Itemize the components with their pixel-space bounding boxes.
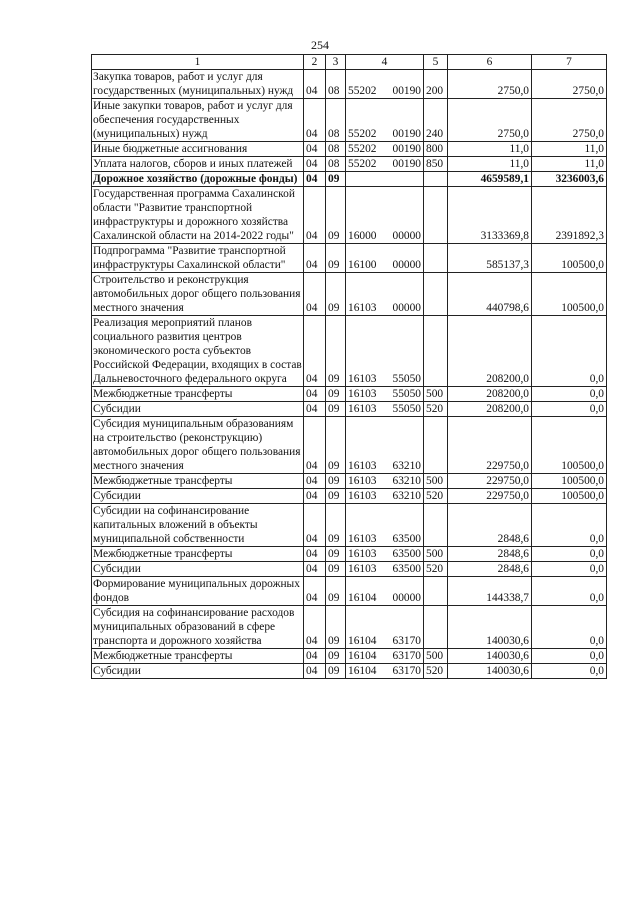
- row-section-code: 04: [304, 187, 326, 244]
- row-subsection-code: 09: [326, 504, 346, 547]
- row-value-col6: 140030,6: [448, 606, 532, 649]
- row-target-article-direction: 00190: [392, 128, 421, 140]
- row-value-col7: 0,0: [532, 664, 607, 679]
- row-value-col6: 2848,6: [448, 504, 532, 547]
- row-target-article-program: 16103: [348, 403, 377, 415]
- row-name: Межбюджетные трансферты: [92, 649, 304, 664]
- row-target-article: [346, 99, 424, 142]
- row-target-article: [346, 172, 424, 187]
- table-row: [92, 417, 607, 474]
- row-expense-type: 520: [424, 489, 448, 504]
- table-row: [92, 474, 607, 489]
- row-target-article-direction: 63500: [392, 548, 421, 560]
- table-row: [92, 172, 607, 187]
- row-value-col7: 100500,0: [532, 417, 607, 474]
- row-target-article-program: 16000: [348, 230, 377, 242]
- row-target-article: [346, 142, 424, 157]
- row-subsection-code: 09: [326, 606, 346, 649]
- row-target-article: [346, 417, 424, 474]
- row-value-col7: 3236003,6: [532, 172, 607, 187]
- row-target-article-program: 16103: [348, 475, 377, 487]
- row-expense-type: 240: [424, 99, 448, 142]
- table-row: [92, 577, 607, 606]
- row-subsection-code: 09: [326, 649, 346, 664]
- header-cell: 3: [326, 55, 346, 70]
- row-expense-type: 850: [424, 157, 448, 172]
- row-expense-type: 520: [424, 562, 448, 577]
- row-target-article-direction: 63210: [392, 475, 421, 487]
- row-expense-type: 200: [424, 70, 448, 99]
- row-value-col7: 0,0: [532, 316, 607, 387]
- row-expense-type: [424, 273, 448, 316]
- row-value-col6: 208200,0: [448, 402, 532, 417]
- row-subsection-code: 09: [326, 316, 346, 387]
- row-value-col7: 100500,0: [532, 489, 607, 504]
- row-target-article: [346, 649, 424, 664]
- row-subsection-code: 09: [326, 562, 346, 577]
- row-subsection-code: 08: [326, 70, 346, 99]
- row-subsection-code: 08: [326, 157, 346, 172]
- row-subsection-code: 09: [326, 489, 346, 504]
- row-target-article: [346, 273, 424, 316]
- row-name: Субсидия муниципальным образованиям на строительство (реконструкцию) автомобильных дорог общего пользования местного значения: [92, 417, 304, 474]
- row-value-col7: 0,0: [532, 387, 607, 402]
- row-expense-type: 500: [424, 474, 448, 489]
- table-row: [92, 273, 607, 316]
- row-target-article-program: 16103: [348, 373, 377, 385]
- row-section-code: 04: [304, 244, 326, 273]
- row-target-article: [346, 606, 424, 649]
- row-value-col7: 0,0: [532, 402, 607, 417]
- row-name: Субсидия на софинансирование расходов муниципальных образований в сфере транспорта и дорожного хозяйства: [92, 606, 304, 649]
- row-value-col6: 140030,6: [448, 649, 532, 664]
- row-target-article-direction: 55050: [392, 403, 421, 415]
- row-value-col6: 11,0: [448, 157, 532, 172]
- row-target-article: [346, 504, 424, 547]
- table-row: [92, 70, 607, 99]
- table-row: [92, 402, 607, 417]
- header-cell: 5: [424, 55, 448, 70]
- row-value-col6: 4659589,1: [448, 172, 532, 187]
- row-target-article-direction: 00000: [392, 592, 421, 604]
- row-name: Дорожное хозяйство (дорожные фонды): [92, 172, 304, 187]
- row-section-code: 04: [304, 142, 326, 157]
- row-name: Иные закупки товаров, работ и услуг для обеспечения государственных (муниципальных) нужд: [92, 99, 304, 142]
- row-value-col6: 229750,0: [448, 489, 532, 504]
- row-value-col7: 2750,0: [532, 99, 607, 142]
- row-target-article-direction: 63210: [392, 490, 421, 502]
- row-target-article-program: 16104: [348, 592, 377, 604]
- row-target-article-direction: 63500: [392, 563, 421, 575]
- row-value-col6: 11,0: [448, 142, 532, 157]
- table-row: [92, 387, 607, 402]
- row-target-article-program: 55202: [348, 158, 377, 170]
- row-target-article-program: 55202: [348, 128, 377, 140]
- row-value-col7: 11,0: [532, 157, 607, 172]
- header-cell: 2: [304, 55, 326, 70]
- row-target-article: [346, 474, 424, 489]
- row-name: Реализация мероприятий планов социального развития центров экономического роста субъектов Российской Федерации, входящих в состав Дальневосточного федерального округа: [93, 317, 302, 385]
- row-expense-type: 500: [424, 547, 448, 562]
- row-target-article-direction: 63170: [392, 665, 421, 677]
- row-section-code: 04: [304, 577, 326, 606]
- table-row: [92, 244, 607, 273]
- row-value-col7: 0,0: [532, 547, 607, 562]
- row-section-code: 04: [304, 316, 326, 387]
- row-target-article: [346, 664, 424, 679]
- table-row: [92, 547, 607, 562]
- row-target-article-program: 16103: [348, 302, 377, 314]
- row-subsection-code: 09: [326, 172, 346, 187]
- table-row: [92, 649, 607, 664]
- row-name: Субсидии: [92, 664, 304, 679]
- row-value-col7: 100500,0: [532, 273, 607, 316]
- table-row: [92, 606, 607, 649]
- row-value-col6: 229750,0: [448, 417, 532, 474]
- row-target-article: [346, 187, 424, 244]
- row-name: Субсидии: [92, 402, 304, 417]
- row-value-col6: 208200,0: [448, 316, 532, 387]
- row-target-article-direction: 00190: [392, 143, 421, 155]
- row-value-col7: 11,0: [532, 142, 607, 157]
- row-subsection-code: 08: [326, 99, 346, 142]
- row-target-article-direction: 00000: [392, 302, 421, 314]
- row-section-code: 04: [304, 387, 326, 402]
- row-section-code: 04: [304, 489, 326, 504]
- row-name: Субсидии: [92, 489, 304, 504]
- row-expense-type: 500: [424, 387, 448, 402]
- row-section-code: 04: [304, 606, 326, 649]
- table-row: [92, 187, 607, 244]
- row-section-code: 04: [304, 172, 326, 187]
- row-subsection-code: 09: [326, 402, 346, 417]
- row-value-col6: 585137,3: [448, 244, 532, 273]
- table-row: [92, 504, 607, 547]
- row-target-article-program: 16103: [348, 460, 377, 472]
- row-name: Межбюджетные трансферты: [92, 474, 304, 489]
- row-section-code: 04: [304, 99, 326, 142]
- row-subsection-code: 09: [326, 387, 346, 402]
- row-target-article-program: 55202: [348, 143, 377, 155]
- row-expense-type: [424, 606, 448, 649]
- row-name: Межбюджетные трансферты: [92, 387, 304, 402]
- table-row: [92, 664, 607, 679]
- row-target-article-direction: 00000: [392, 230, 421, 242]
- row-target-article-direction: 63170: [392, 650, 421, 662]
- row-subsection-code: 09: [326, 664, 346, 679]
- row-section-code: 04: [304, 402, 326, 417]
- row-target-article-program: 16100: [348, 259, 377, 271]
- row-expense-type: [424, 316, 448, 387]
- header-cell: 6: [448, 55, 532, 70]
- row-value-col7: 0,0: [532, 562, 607, 577]
- row-target-article: [346, 316, 424, 387]
- row-target-article: [346, 157, 424, 172]
- header-cell: 4: [346, 55, 424, 70]
- row-value-col7: 2750,0: [532, 70, 607, 99]
- row-section-code: 04: [304, 649, 326, 664]
- row-section-code: 04: [304, 273, 326, 316]
- row-name: Закупка товаров, работ и услуг для государственных (муниципальных) нужд: [92, 70, 304, 99]
- row-value-col7: 0,0: [532, 649, 607, 664]
- row-section-code: 04: [304, 70, 326, 99]
- row-expense-type: [424, 187, 448, 244]
- row-target-article-program: 55202: [348, 85, 377, 97]
- row-name: Формирование муниципальных дорожных фондов: [92, 577, 304, 606]
- row-subsection-code: 09: [326, 577, 346, 606]
- row-value-col6: 229750,0: [448, 474, 532, 489]
- row-target-article: [346, 489, 424, 504]
- row-target-article: [346, 562, 424, 577]
- page-number: 254: [311, 38, 329, 52]
- row-target-article: [346, 577, 424, 606]
- row-section-code: 04: [304, 504, 326, 547]
- row-value-col6: 2848,6: [448, 547, 532, 562]
- row-value-col6: 3133369,8: [448, 187, 532, 244]
- row-value-col7: 0,0: [532, 504, 607, 547]
- table-row: [92, 562, 607, 577]
- row-name: Субсидии на софинансирование капитальных вложений в объекты муниципальной собственности: [92, 504, 304, 547]
- row-subsection-code: 09: [326, 547, 346, 562]
- row-target-article: [346, 70, 424, 99]
- row-subsection-code: 09: [326, 417, 346, 474]
- row-section-code: 04: [304, 664, 326, 679]
- row-expense-type: [424, 417, 448, 474]
- row-subsection-code: 09: [326, 273, 346, 316]
- row-name: Строительство и реконструкция автомобильных дорог общего пользования местного значения: [92, 273, 304, 316]
- row-target-article-direction: 00000: [392, 259, 421, 271]
- row-target-article-program: 16103: [348, 563, 377, 575]
- table-row: [92, 316, 607, 387]
- row-expense-type: [424, 172, 448, 187]
- table-header-row: [92, 55, 607, 70]
- row-subsection-code: 09: [326, 474, 346, 489]
- row-name: Государственная программа Сахалинской области "Развитие транспортной инфраструктуры и дорожного хозяйства Сахалинской области на 2014-2022 годы": [92, 187, 304, 244]
- header-cell: 7: [532, 55, 607, 70]
- row-expense-type: 520: [424, 402, 448, 417]
- row-name: Уплата налогов, сборов и иных платежей: [92, 157, 304, 172]
- row-name: Межбюджетные трансферты: [92, 547, 304, 562]
- row-expense-type: [424, 504, 448, 547]
- row-target-article-program: 16104: [348, 635, 377, 647]
- row-value-col7: 2391892,3: [532, 187, 607, 244]
- header-cell: 1: [92, 55, 304, 70]
- row-target-article-direction: 00190: [392, 85, 421, 97]
- row-expense-type: 520: [424, 664, 448, 679]
- row-value-col6: 440798,6: [448, 273, 532, 316]
- row-name: Подпрограмма "Развитие транспортной инфраструктуры Сахалинской области": [92, 244, 304, 273]
- row-value-col7: 100500,0: [532, 474, 607, 489]
- row-expense-type: 500: [424, 649, 448, 664]
- row-subsection-code: 09: [326, 187, 346, 244]
- table-row: [92, 489, 607, 504]
- table-row: [92, 157, 607, 172]
- row-target-article: [346, 402, 424, 417]
- row-section-code: 04: [304, 547, 326, 562]
- row-target-article: [346, 547, 424, 562]
- row-target-article-program: 16103: [348, 548, 377, 560]
- row-target-article-direction: 55050: [392, 388, 421, 400]
- row-expense-type: [424, 577, 448, 606]
- row-target-article: [346, 387, 424, 402]
- row-target-article-direction: 63210: [392, 460, 421, 472]
- row-value-col6: 140030,6: [448, 664, 532, 679]
- row-value-col6: 208200,0: [448, 387, 532, 402]
- row-target-article-program: 16103: [348, 388, 377, 400]
- row-subsection-code: 09: [326, 244, 346, 273]
- row-name: Субсидии: [92, 562, 304, 577]
- row-target-article-program: 16104: [348, 650, 377, 662]
- row-value-col6: 2750,0: [448, 99, 532, 142]
- row-section-code: 04: [304, 562, 326, 577]
- budget-table: [91, 54, 607, 679]
- row-value-col6: 2848,6: [448, 562, 532, 577]
- row-section-code: 04: [304, 474, 326, 489]
- table-row: [92, 99, 607, 142]
- row-target-article-program: 16103: [348, 533, 377, 545]
- table-row: [92, 142, 607, 157]
- row-target-article-direction: 00190: [392, 158, 421, 170]
- row-value-col7: 100500,0: [532, 244, 607, 273]
- row-target-article-direction: 55050: [392, 373, 421, 385]
- row-target-article-program: 16104: [348, 665, 377, 677]
- row-value-col7: 0,0: [532, 606, 607, 649]
- row-section-code: 04: [304, 157, 326, 172]
- row-target-article: [346, 244, 424, 273]
- row-value-col7: 0,0: [532, 577, 607, 606]
- row-value-col6: 144338,7: [448, 577, 532, 606]
- row-value-col6: 2750,0: [448, 70, 532, 99]
- row-target-article-direction: 63170: [392, 635, 421, 647]
- row-target-article-direction: 63500: [392, 533, 421, 545]
- row-subsection-code: 08: [326, 142, 346, 157]
- row-name: Иные бюджетные ассигнования: [92, 142, 304, 157]
- row-expense-type: 800: [424, 142, 448, 157]
- row-target-article-program: 16103: [348, 490, 377, 502]
- row-expense-type: [424, 244, 448, 273]
- row-section-code: 04: [304, 417, 326, 474]
